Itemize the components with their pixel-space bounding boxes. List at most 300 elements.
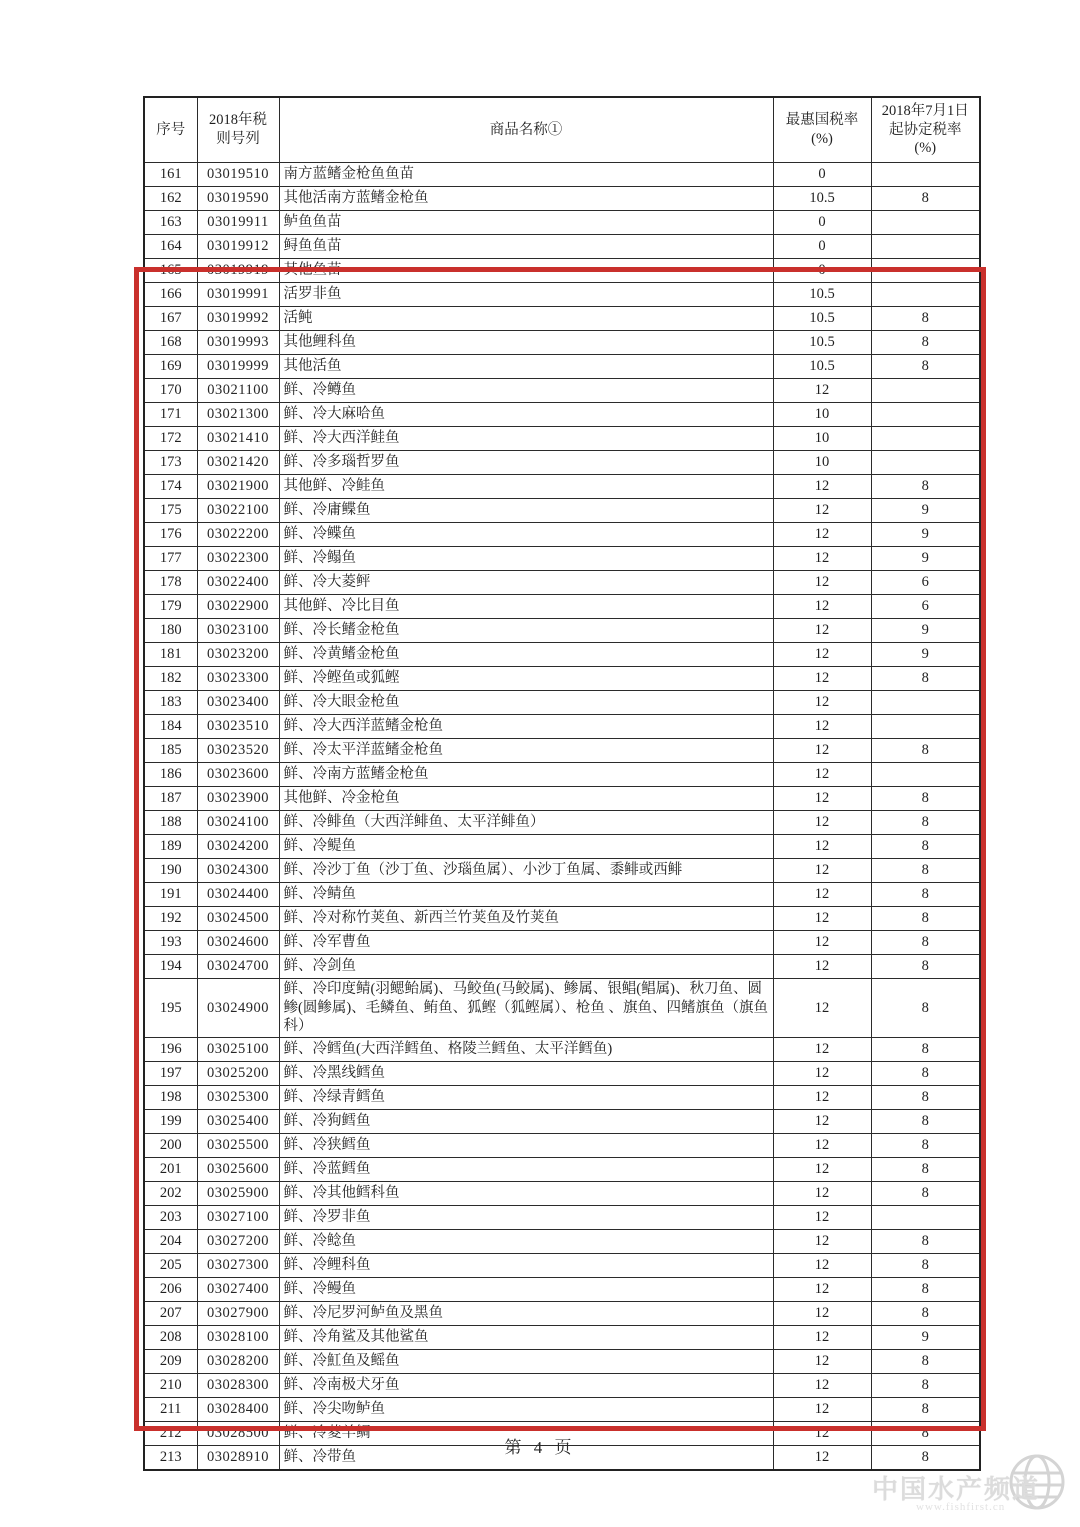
mfn-rate-cell: 12 (773, 763, 871, 787)
tariff-code-cell: 03022300 (197, 547, 279, 571)
mfn-rate-cell: 12 (773, 859, 871, 883)
tariff-code-cell: 03023900 (197, 787, 279, 811)
product-name-cell: 其他活鱼 (279, 355, 773, 379)
table-row (144, 595, 980, 619)
mfn-rate-cell: 12 (773, 523, 871, 547)
product-name-cell: 鲜、冷鲣鱼或狐鲣 (279, 667, 773, 691)
row-index-cell: 185 (144, 739, 197, 763)
table-row (144, 787, 980, 811)
product-name-cell: 鲜、冷鳕鱼(大西洋鳕鱼、格陵兰鳕鱼、太平洋鳕鱼) (279, 1037, 773, 1061)
tariff-code-cell: 03023520 (197, 739, 279, 763)
watermark-url: www.fishfirst.cn (916, 1501, 1006, 1513)
mfn-rate-cell: 12 (773, 1325, 871, 1349)
product-name-cell: 鲟鱼鱼苗 (279, 235, 773, 259)
agreement-rate-cell: 8 (871, 667, 980, 691)
tariff-code-cell: 03028500 (197, 1421, 279, 1445)
product-name-cell: 鲜、冷印度鲭(羽鳃鲐属)、马鲛鱼(马鲛属)、鲹属、银鲳(鲳属)、秋刀鱼、圆鲹(圆鲹属)、毛鳞鱼、鲔鱼、狐鲣（狐鲣属）、枪鱼 、旗鱼、四鳍旗鱼（旗鱼科） (279, 979, 773, 1038)
row-index-cell: 189 (144, 835, 197, 859)
mfn-rate-cell: 12 (773, 1277, 871, 1301)
agreement-rate-cell (871, 259, 980, 283)
row-index-cell: 165 (144, 259, 197, 283)
table-row (144, 1253, 980, 1277)
mfn-rate-cell: 0 (773, 163, 871, 187)
mfn-rate-cell: 12 (773, 1037, 871, 1061)
product-name-cell: 鲜、冷多瑙哲罗鱼 (279, 451, 773, 475)
mfn-rate-cell: 12 (773, 715, 871, 739)
tariff-code-cell: 03025600 (197, 1157, 279, 1181)
agreement-rate-cell (871, 715, 980, 739)
table-row (144, 955, 980, 979)
tariff-code-cell: 03021100 (197, 379, 279, 403)
product-name-cell: 鲜、冷角鲨及其他鲨鱼 (279, 1325, 773, 1349)
mfn-rate-cell: 10 (773, 427, 871, 451)
agreement-rate-cell: 8 (871, 883, 980, 907)
agreement-rate-cell: 8 (871, 355, 980, 379)
product-name-cell: 鲜、冷鲭鱼 (279, 883, 773, 907)
watermark (872, 1457, 1062, 1519)
table-row (144, 379, 980, 403)
tariff-code-cell: 03019510 (197, 163, 279, 187)
mfn-rate-cell: 12 (773, 835, 871, 859)
tariff-code-cell: 03023200 (197, 643, 279, 667)
product-name-cell: 鲜、冷大麻哈鱼 (279, 403, 773, 427)
header-name-label: 商品名称① (489, 121, 563, 138)
agreement-rate-cell: 9 (871, 523, 980, 547)
row-index-cell: 190 (144, 859, 197, 883)
agreement-rate-cell: 8 (871, 1181, 980, 1205)
mfn-rate-cell: 12 (773, 1181, 871, 1205)
tariff-code-cell: 03019590 (197, 187, 279, 211)
row-index-cell: 170 (144, 379, 197, 403)
table-row (144, 187, 980, 211)
mfn-rate-cell: 12 (773, 571, 871, 595)
agreement-rate-cell: 8 (871, 859, 980, 883)
table-row (144, 1085, 980, 1109)
product-name-cell: 鲜、冷鲱鱼（大西洋鲱鱼、太平洋鲱鱼） (279, 811, 773, 835)
product-name-cell: 鲜、冷军曹鱼 (279, 931, 773, 955)
header-agreement-rate (871, 97, 980, 163)
table-row (144, 235, 980, 259)
table-row (144, 283, 980, 307)
agreement-rate-cell: 8 (871, 907, 980, 931)
tariff-code-cell: 03024400 (197, 883, 279, 907)
agreement-rate-cell: 8 (871, 475, 980, 499)
agreement-rate-cell: 8 (871, 1229, 980, 1253)
product-name-cell: 鲜、冷带鱼 (279, 1445, 773, 1470)
table-row (144, 259, 980, 283)
product-name-cell: 鲜、冷沙丁鱼（沙丁鱼、沙瑙鱼属）、小沙丁鱼属、黍鲱或西鲱 (279, 859, 773, 883)
table-row (144, 691, 980, 715)
product-name-cell: 鲜、冷魟鱼及鳐鱼 (279, 1349, 773, 1373)
mfn-rate-cell: 10.5 (773, 307, 871, 331)
table-row (144, 1181, 980, 1205)
header-code-line2: 则号列 (216, 131, 260, 147)
product-name-cell: 鲜、冷狗鳕鱼 (279, 1109, 773, 1133)
header-mfn-rate (773, 97, 871, 163)
agreement-rate-cell: 8 (871, 1109, 980, 1133)
product-name-cell: 鲜、冷鲤科鱼 (279, 1253, 773, 1277)
agreement-rate-cell: 8 (871, 739, 980, 763)
table-row (144, 1373, 980, 1397)
mfn-rate-cell: 12 (773, 619, 871, 643)
agreement-rate-cell: 6 (871, 595, 980, 619)
table-row (144, 1109, 980, 1133)
mfn-rate-cell: 12 (773, 1397, 871, 1421)
agreement-rate-cell: 8 (871, 1277, 980, 1301)
row-index-cell: 163 (144, 211, 197, 235)
table-row (144, 739, 980, 763)
mfn-rate-cell: 10.5 (773, 283, 871, 307)
table-row (144, 307, 980, 331)
agreement-rate-cell (871, 427, 980, 451)
row-index-cell: 181 (144, 643, 197, 667)
row-index-cell: 212 (144, 1421, 197, 1445)
agreement-rate-cell: 8 (871, 1373, 980, 1397)
tariff-code-cell: 03024600 (197, 931, 279, 955)
product-name-cell: 鲜、冷罗非鱼 (279, 1205, 773, 1229)
mfn-rate-cell: 12 (773, 1373, 871, 1397)
tariff-code-cell: 03021900 (197, 475, 279, 499)
agreement-rate-cell: 8 (871, 1037, 980, 1061)
tariff-code-cell: 03027300 (197, 1253, 279, 1277)
row-index-cell: 188 (144, 811, 197, 835)
mfn-rate-cell: 10.5 (773, 331, 871, 355)
table-row (144, 355, 980, 379)
table-row (144, 1037, 980, 1061)
agreement-rate-cell (871, 1205, 980, 1229)
mfn-rate-cell: 12 (773, 1205, 871, 1229)
mfn-rate-cell: 12 (773, 907, 871, 931)
agreement-rate-cell: 8 (871, 1445, 980, 1470)
tariff-code-cell: 03028400 (197, 1397, 279, 1421)
mfn-rate-cell: 12 (773, 499, 871, 523)
tariff-code-cell: 03028200 (197, 1349, 279, 1373)
tariff-code-cell: 03025200 (197, 1061, 279, 1085)
tariff-table (143, 96, 981, 1471)
row-index-cell: 205 (144, 1253, 197, 1277)
mfn-rate-cell: 12 (773, 1445, 871, 1470)
mfn-rate-cell: 12 (773, 1229, 871, 1253)
row-index-cell: 178 (144, 571, 197, 595)
tariff-code-cell: 03027400 (197, 1277, 279, 1301)
table-row (144, 571, 980, 595)
agreement-rate-cell: 8 (871, 955, 980, 979)
tariff-code-cell: 03024500 (197, 907, 279, 931)
table-row (144, 211, 980, 235)
row-index-cell: 206 (144, 1277, 197, 1301)
product-name-cell: 鲜、冷对称竹荚鱼、新西兰竹荚鱼及竹荚鱼 (279, 907, 773, 931)
row-index-cell: 173 (144, 451, 197, 475)
tariff-code-cell: 03023100 (197, 619, 279, 643)
mfn-rate-cell: 12 (773, 1253, 871, 1277)
agreement-rate-cell (871, 691, 980, 715)
product-name-cell: 鲜、冷蓝鳕鱼 (279, 1157, 773, 1181)
table-row (144, 835, 980, 859)
mfn-rate-cell: 10.5 (773, 187, 871, 211)
row-index-cell: 187 (144, 787, 197, 811)
table-row (144, 883, 980, 907)
table-row (144, 643, 980, 667)
header-code-line1: 2018年税 (209, 112, 267, 129)
agreement-rate-cell: 8 (871, 1349, 980, 1373)
row-index-cell: 176 (144, 523, 197, 547)
table-row (144, 547, 980, 571)
table-row (144, 451, 980, 475)
watermark-title: 中国水产频道 (872, 1475, 1041, 1504)
table-row (144, 811, 980, 835)
product-name-cell: 鲜、冷庸鲽鱼 (279, 499, 773, 523)
product-name-cell: 鲜、冷菱羊鲷 (279, 1421, 773, 1445)
agreement-rate-cell (871, 451, 980, 475)
mfn-rate-cell: 12 (773, 1349, 871, 1373)
row-index-cell: 195 (144, 979, 197, 1038)
product-name-cell: 鲜、冷鳀鱼 (279, 835, 773, 859)
mfn-rate-cell: 12 (773, 979, 871, 1038)
header-agr-line1: 2018年7月1日 (881, 103, 969, 120)
agreement-rate-cell: 8 (871, 931, 980, 955)
table-row (144, 1325, 980, 1349)
row-index-cell: 172 (144, 427, 197, 451)
table-row (144, 1349, 980, 1373)
table-row (144, 979, 980, 1038)
tariff-code-cell: 03024900 (197, 979, 279, 1038)
agreement-rate-cell: 8 (871, 187, 980, 211)
agreement-rate-cell: 8 (871, 1253, 980, 1277)
row-index-cell: 200 (144, 1133, 197, 1157)
tariff-code-cell: 03023400 (197, 691, 279, 715)
product-name-cell: 鲜、冷大西洋蓝鳍金枪鱼 (279, 715, 773, 739)
mfn-rate-cell: 12 (773, 739, 871, 763)
mfn-rate-cell: 12 (773, 787, 871, 811)
tariff-code-cell: 03022400 (197, 571, 279, 595)
mfn-rate-cell: 12 (773, 1133, 871, 1157)
row-index-cell: 201 (144, 1157, 197, 1181)
header-index-label: 序号 (156, 121, 186, 138)
product-name-cell: 鲈鱼鱼苗 (279, 211, 773, 235)
tariff-code-cell: 03025400 (197, 1109, 279, 1133)
mfn-rate-cell: 12 (773, 475, 871, 499)
mfn-rate-cell: 0 (773, 235, 871, 259)
table-body (144, 163, 980, 1470)
row-index-cell: 171 (144, 403, 197, 427)
product-name-cell: 南方蓝鳍金枪鱼鱼苗 (279, 163, 773, 187)
row-index-cell: 198 (144, 1085, 197, 1109)
agreement-rate-cell: 8 (871, 307, 980, 331)
tariff-code-cell: 03019999 (197, 355, 279, 379)
table-row (144, 331, 980, 355)
tariff-code-cell: 03021410 (197, 427, 279, 451)
product-name-cell: 鲜、冷鳟鱼 (279, 379, 773, 403)
tariff-code-cell: 03024700 (197, 955, 279, 979)
table-row (144, 523, 980, 547)
product-name-cell: 鲜、冷鲽鱼 (279, 523, 773, 547)
row-index-cell: 184 (144, 715, 197, 739)
mfn-rate-cell: 12 (773, 1301, 871, 1325)
mfn-rate-cell: 12 (773, 883, 871, 907)
row-index-cell: 204 (144, 1229, 197, 1253)
agreement-rate-cell: 8 (871, 1157, 980, 1181)
table-header-row (144, 97, 980, 163)
table-row (144, 931, 980, 955)
table-row (144, 1205, 980, 1229)
table-row (144, 427, 980, 451)
product-name-cell: 其他鲜、冷鲑鱼 (279, 475, 773, 499)
table-row (144, 1301, 980, 1325)
product-name-cell: 活鲀 (279, 307, 773, 331)
row-index-cell: 208 (144, 1325, 197, 1349)
header-agr-line2: 起协定税率 (889, 121, 962, 138)
agreement-rate-cell (871, 403, 980, 427)
row-index-cell: 169 (144, 355, 197, 379)
tariff-code-cell: 03027100 (197, 1205, 279, 1229)
header-index (144, 97, 197, 163)
mfn-rate-cell: 12 (773, 1109, 871, 1133)
row-index-cell: 191 (144, 883, 197, 907)
tariff-code-cell: 03021420 (197, 451, 279, 475)
tariff-code-cell: 03022100 (197, 499, 279, 523)
table-row (144, 1061, 980, 1085)
tariff-code-cell: 03019993 (197, 331, 279, 355)
tariff-code-cell: 03022900 (197, 595, 279, 619)
table-row (144, 163, 980, 187)
row-index-cell: 174 (144, 475, 197, 499)
product-name-cell: 其他活南方蓝鳍金枪鱼 (279, 187, 773, 211)
mfn-rate-cell: 12 (773, 811, 871, 835)
product-name-cell: 鲜、冷大西洋鲑鱼 (279, 427, 773, 451)
product-name-cell: 鲜、冷鳗鱼 (279, 1277, 773, 1301)
row-index-cell: 209 (144, 1349, 197, 1373)
agreement-rate-cell: 6 (871, 571, 980, 595)
row-index-cell: 177 (144, 547, 197, 571)
agreement-rate-cell: 8 (871, 331, 980, 355)
product-name-cell: 鲜、冷大眼金枪鱼 (279, 691, 773, 715)
page-number: 第 4 页 (504, 1438, 576, 1457)
tariff-code-cell: 03025300 (197, 1085, 279, 1109)
table-row (144, 1397, 980, 1421)
agreement-rate-cell (871, 163, 980, 187)
agreement-rate-cell: 8 (871, 835, 980, 859)
mfn-rate-cell: 12 (773, 1085, 871, 1109)
row-index-cell: 162 (144, 187, 197, 211)
product-name-cell: 鲜、冷鲶鱼 (279, 1229, 773, 1253)
agreement-rate-cell (871, 379, 980, 403)
agreement-rate-cell (871, 235, 980, 259)
product-name-cell: 其他鲤科鱼 (279, 331, 773, 355)
row-index-cell: 197 (144, 1061, 197, 1085)
agreement-rate-cell: 9 (871, 499, 980, 523)
mfn-rate-cell: 12 (773, 955, 871, 979)
table-row (144, 1133, 980, 1157)
row-index-cell: 196 (144, 1037, 197, 1061)
table-row (144, 1157, 980, 1181)
mfn-rate-cell: 12 (773, 547, 871, 571)
mfn-rate-cell: 12 (773, 1061, 871, 1085)
product-name-cell: 其他鱼苗 (279, 259, 773, 283)
row-index-cell: 193 (144, 931, 197, 955)
row-index-cell: 203 (144, 1205, 197, 1229)
mfn-rate-cell: 12 (773, 931, 871, 955)
product-name-cell: 鲜、冷尼罗河鲈鱼及黑鱼 (279, 1301, 773, 1325)
product-name-cell: 鲜、冷黄鳍金枪鱼 (279, 643, 773, 667)
agreement-rate-cell: 8 (871, 1421, 980, 1445)
product-name-cell: 鲜、冷南极犬牙鱼 (279, 1373, 773, 1397)
agreement-rate-cell: 8 (871, 1061, 980, 1085)
product-name-cell: 鲜、冷太平洋蓝鳍金枪鱼 (279, 739, 773, 763)
header-mfn-line2: (%) (811, 131, 833, 147)
table-row (144, 1229, 980, 1253)
tariff-code-cell: 03028100 (197, 1325, 279, 1349)
tariff-code-cell: 03023600 (197, 763, 279, 787)
row-index-cell: 210 (144, 1373, 197, 1397)
tariff-code-cell: 03024200 (197, 835, 279, 859)
product-name-cell: 鲜、冷大菱鲆 (279, 571, 773, 595)
tariff-code-cell: 03024100 (197, 811, 279, 835)
row-index-cell: 175 (144, 499, 197, 523)
row-index-cell: 166 (144, 283, 197, 307)
row-index-cell: 180 (144, 619, 197, 643)
row-index-cell: 186 (144, 763, 197, 787)
table-row (144, 859, 980, 883)
row-index-cell: 182 (144, 667, 197, 691)
tariff-code-cell: 03025100 (197, 1037, 279, 1061)
agreement-rate-cell: 9 (871, 643, 980, 667)
product-name-cell: 活罗非鱼 (279, 283, 773, 307)
row-index-cell: 211 (144, 1397, 197, 1421)
agreement-rate-cell: 8 (871, 811, 980, 835)
mfn-rate-cell: 10 (773, 403, 871, 427)
row-index-cell: 167 (144, 307, 197, 331)
product-name-cell: 鲜、冷鳎鱼 (279, 547, 773, 571)
header-tariff-code (197, 97, 279, 163)
tariff-code-cell: 03019911 (197, 211, 279, 235)
product-name-cell: 其他鲜、冷比目鱼 (279, 595, 773, 619)
tariff-code-cell: 03022200 (197, 523, 279, 547)
product-name-cell: 鲜、冷其他鳕科鱼 (279, 1181, 773, 1205)
mfn-rate-cell: 12 (773, 1157, 871, 1181)
mfn-rate-cell: 0 (773, 211, 871, 235)
tariff-code-cell: 03028910 (197, 1445, 279, 1470)
tariff-code-cell: 03019919 (197, 259, 279, 283)
product-name-cell: 鲜、冷剑鱼 (279, 955, 773, 979)
mfn-rate-cell: 12 (773, 691, 871, 715)
product-name-cell: 鲜、冷尖吻鲈鱼 (279, 1397, 773, 1421)
row-index-cell: 192 (144, 907, 197, 931)
agreement-rate-cell (871, 763, 980, 787)
agreement-rate-cell: 8 (871, 787, 980, 811)
tariff-code-cell: 03023510 (197, 715, 279, 739)
tariff-code-cell: 03027900 (197, 1301, 279, 1325)
product-name-cell: 鲜、冷长鳍金枪鱼 (279, 619, 773, 643)
agreement-rate-cell: 8 (871, 979, 980, 1038)
mfn-rate-cell: 12 (773, 667, 871, 691)
agreement-rate-cell: 8 (871, 1301, 980, 1325)
agreement-rate-cell: 9 (871, 619, 980, 643)
tariff-code-cell: 03027200 (197, 1229, 279, 1253)
table-row (144, 667, 980, 691)
product-name-cell: 其他鲜、冷金枪鱼 (279, 787, 773, 811)
tariff-code-cell: 03019991 (197, 283, 279, 307)
tariff-code-cell: 03025500 (197, 1133, 279, 1157)
tariff-code-cell: 03019912 (197, 235, 279, 259)
product-name-cell: 鲜、冷狭鳕鱼 (279, 1133, 773, 1157)
tariff-code-cell: 03019992 (197, 307, 279, 331)
row-index-cell: 168 (144, 331, 197, 355)
product-name-cell: 鲜、冷绿青鳕鱼 (279, 1085, 773, 1109)
tariff-code-cell: 03024300 (197, 859, 279, 883)
table-row (144, 619, 980, 643)
agreement-rate-cell (871, 211, 980, 235)
row-index-cell: 179 (144, 595, 197, 619)
